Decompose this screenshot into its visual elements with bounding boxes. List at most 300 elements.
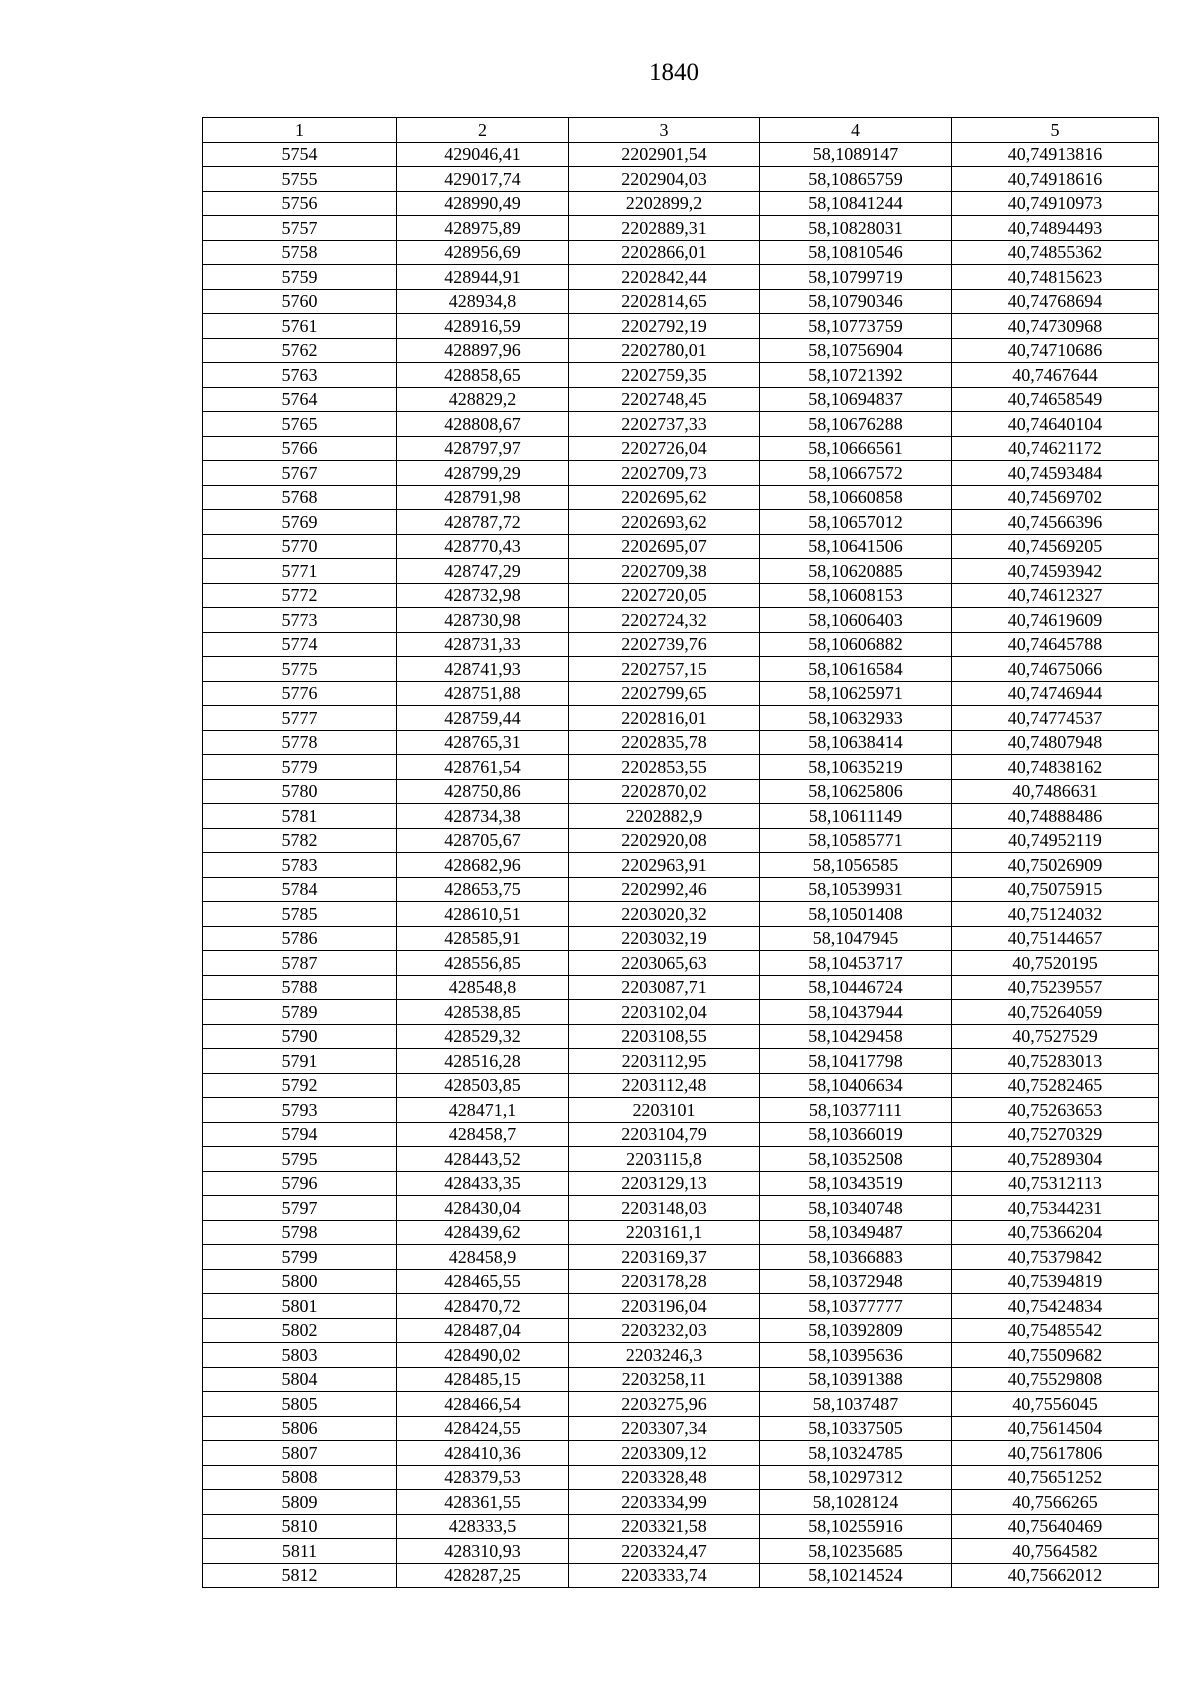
latitude-cell: 58,10337505	[760, 1416, 952, 1441]
table-row	[203, 191, 1159, 216]
x-coordinate-cell: 428439,62	[397, 1220, 569, 1245]
table-row	[203, 1073, 1159, 1098]
point-number-cell: 5757	[203, 216, 397, 241]
x-coordinate-cell: 428610,51	[397, 902, 569, 927]
table-row	[203, 412, 1159, 437]
x-coordinate-cell: 428751,88	[397, 681, 569, 706]
longitude-cell: 40,75312113	[952, 1171, 1159, 1196]
latitude-cell: 58,10372948	[760, 1269, 952, 1294]
latitude-cell: 58,10377111	[760, 1098, 952, 1123]
point-number-cell: 5807	[203, 1441, 397, 1466]
y-coordinate-cell: 2202726,04	[569, 436, 760, 461]
table-row	[203, 1465, 1159, 1490]
longitude-cell: 40,74894493	[952, 216, 1159, 241]
x-coordinate-cell: 428516,28	[397, 1049, 569, 1074]
y-coordinate-cell: 2203169,37	[569, 1245, 760, 1270]
x-coordinate-cell: 428361,55	[397, 1490, 569, 1515]
latitude-cell: 58,10694837	[760, 387, 952, 412]
longitude-cell: 40,74645788	[952, 632, 1159, 657]
x-coordinate-cell: 428430,04	[397, 1196, 569, 1221]
table-row	[203, 510, 1159, 535]
longitude-cell: 40,74774537	[952, 706, 1159, 731]
y-coordinate-cell: 2203307,34	[569, 1416, 760, 1441]
table-row	[203, 1441, 1159, 1466]
longitude-cell: 40,75424834	[952, 1294, 1159, 1319]
x-coordinate-cell: 428333,5	[397, 1514, 569, 1539]
table-row	[203, 485, 1159, 510]
table-row	[203, 1171, 1159, 1196]
x-coordinate-cell: 428975,89	[397, 216, 569, 241]
x-coordinate-cell: 428458,7	[397, 1122, 569, 1147]
latitude-cell: 58,10349487	[760, 1220, 952, 1245]
longitude-cell: 40,75394819	[952, 1269, 1159, 1294]
table-row	[203, 1000, 1159, 1025]
x-coordinate-cell: 428490,02	[397, 1343, 569, 1368]
table-row	[203, 1024, 1159, 1049]
table-row	[203, 265, 1159, 290]
latitude-cell: 58,10641506	[760, 534, 952, 559]
x-coordinate-cell: 429017,74	[397, 167, 569, 192]
page-number: 1840	[649, 59, 699, 86]
latitude-cell: 58,10756904	[760, 338, 952, 363]
x-coordinate-cell: 428433,35	[397, 1171, 569, 1196]
x-coordinate-cell: 428956,69	[397, 240, 569, 265]
longitude-cell: 40,74855362	[952, 240, 1159, 265]
table-row	[203, 1490, 1159, 1515]
point-number-cell: 5758	[203, 240, 397, 265]
x-coordinate-cell: 428287,25	[397, 1563, 569, 1588]
x-coordinate-cell: 428990,49	[397, 191, 569, 216]
x-coordinate-cell: 428410,36	[397, 1441, 569, 1466]
point-number-cell: 5775	[203, 657, 397, 682]
x-coordinate-cell: 428797,97	[397, 436, 569, 461]
table-row	[203, 1122, 1159, 1147]
y-coordinate-cell: 2202737,33	[569, 412, 760, 437]
y-coordinate-cell: 2202748,45	[569, 387, 760, 412]
point-number-cell: 5778	[203, 730, 397, 755]
table-row	[203, 730, 1159, 755]
table-row	[203, 142, 1159, 167]
point-number-cell: 5795	[203, 1147, 397, 1172]
latitude-cell: 58,10235685	[760, 1539, 952, 1564]
latitude-cell: 58,1089147	[760, 142, 952, 167]
longitude-cell: 40,75026909	[952, 853, 1159, 878]
point-number-cell: 5771	[203, 559, 397, 584]
latitude-cell: 58,10810546	[760, 240, 952, 265]
longitude-cell: 40,75485542	[952, 1318, 1159, 1343]
latitude-cell: 58,10437944	[760, 1000, 952, 1025]
point-number-cell: 5768	[203, 485, 397, 510]
y-coordinate-cell: 2202695,07	[569, 534, 760, 559]
x-coordinate-cell: 428585,91	[397, 926, 569, 951]
table-row	[203, 828, 1159, 853]
y-coordinate-cell: 2202853,55	[569, 755, 760, 780]
table-row	[203, 926, 1159, 951]
table-row	[203, 951, 1159, 976]
table-row	[203, 804, 1159, 829]
longitude-cell: 40,74612327	[952, 583, 1159, 608]
table-row	[203, 1539, 1159, 1564]
y-coordinate-cell: 2202792,19	[569, 314, 760, 339]
latitude-cell: 58,10324785	[760, 1441, 952, 1466]
point-number-cell: 5764	[203, 387, 397, 412]
longitude-cell: 40,75124032	[952, 902, 1159, 927]
latitude-cell: 58,10606403	[760, 608, 952, 633]
y-coordinate-cell: 2202835,78	[569, 730, 760, 755]
table-row	[203, 289, 1159, 314]
latitude-cell: 58,10606882	[760, 632, 952, 657]
latitude-cell: 58,10841244	[760, 191, 952, 216]
longitude-cell: 40,74593484	[952, 461, 1159, 486]
latitude-cell: 58,10406634	[760, 1073, 952, 1098]
point-number-cell: 5809	[203, 1490, 397, 1515]
point-number-cell: 5782	[203, 828, 397, 853]
point-number-cell: 5788	[203, 975, 397, 1000]
x-coordinate-cell: 428465,55	[397, 1269, 569, 1294]
y-coordinate-cell: 2202816,01	[569, 706, 760, 731]
header-row	[203, 118, 1159, 143]
x-coordinate-cell: 428897,96	[397, 338, 569, 363]
latitude-cell: 58,1037487	[760, 1392, 952, 1417]
latitude-cell: 58,10657012	[760, 510, 952, 535]
x-coordinate-cell: 428747,29	[397, 559, 569, 584]
table-row	[203, 1196, 1159, 1221]
point-number-cell: 5767	[203, 461, 397, 486]
latitude-cell: 58,10366883	[760, 1245, 952, 1270]
y-coordinate-cell: 2202882,9	[569, 804, 760, 829]
y-coordinate-cell: 2202709,38	[569, 559, 760, 584]
longitude-cell: 40,74838162	[952, 755, 1159, 780]
longitude-cell: 40,75270329	[952, 1122, 1159, 1147]
y-coordinate-cell: 2202842,44	[569, 265, 760, 290]
y-coordinate-cell: 2202870,02	[569, 779, 760, 804]
x-coordinate-cell: 428470,72	[397, 1294, 569, 1319]
latitude-cell: 58,10395636	[760, 1343, 952, 1368]
y-coordinate-cell: 2202780,01	[569, 338, 760, 363]
table-row	[203, 902, 1159, 927]
y-coordinate-cell: 2203020,32	[569, 902, 760, 927]
longitude-cell: 40,75651252	[952, 1465, 1159, 1490]
longitude-cell: 40,75529808	[952, 1367, 1159, 1392]
table-row	[203, 216, 1159, 241]
table-row	[203, 877, 1159, 902]
y-coordinate-cell: 2202739,76	[569, 632, 760, 657]
y-coordinate-cell: 2203112,48	[569, 1073, 760, 1098]
longitude-cell: 40,74952119	[952, 828, 1159, 853]
latitude-cell: 58,10392809	[760, 1318, 952, 1343]
y-coordinate-cell: 2203334,99	[569, 1490, 760, 1515]
longitude-cell: 40,7527529	[952, 1024, 1159, 1049]
point-number-cell: 5794	[203, 1122, 397, 1147]
x-coordinate-cell: 428858,65	[397, 363, 569, 388]
longitude-cell: 40,75617806	[952, 1441, 1159, 1466]
longitude-cell: 40,74888486	[952, 804, 1159, 829]
point-number-cell: 5805	[203, 1392, 397, 1417]
table-body	[203, 142, 1159, 1588]
latitude-cell: 58,10214524	[760, 1563, 952, 1588]
x-coordinate-cell: 429046,41	[397, 142, 569, 167]
latitude-cell: 58,1028124	[760, 1490, 952, 1515]
point-number-cell: 5777	[203, 706, 397, 731]
y-coordinate-cell: 2203309,12	[569, 1441, 760, 1466]
table-row	[203, 240, 1159, 265]
table-row	[203, 1343, 1159, 1368]
latitude-cell: 58,10343519	[760, 1171, 952, 1196]
x-coordinate-cell: 428765,31	[397, 730, 569, 755]
y-coordinate-cell: 2203129,13	[569, 1171, 760, 1196]
table-row	[203, 534, 1159, 559]
y-coordinate-cell: 2202759,35	[569, 363, 760, 388]
point-number-cell: 5800	[203, 1269, 397, 1294]
y-coordinate-cell: 2202757,15	[569, 657, 760, 682]
longitude-cell: 40,7467644	[952, 363, 1159, 388]
column-header: 2	[397, 118, 569, 143]
longitude-cell: 40,75366204	[952, 1220, 1159, 1245]
longitude-cell: 40,74815623	[952, 265, 1159, 290]
point-number-cell: 5796	[203, 1171, 397, 1196]
x-coordinate-cell: 428310,93	[397, 1539, 569, 1564]
table-row	[203, 1318, 1159, 1343]
latitude-cell: 58,10667572	[760, 461, 952, 486]
longitude-cell: 40,7566265	[952, 1490, 1159, 1515]
y-coordinate-cell: 2202693,62	[569, 510, 760, 535]
latitude-cell: 58,10828031	[760, 216, 952, 241]
y-coordinate-cell: 2203161,1	[569, 1220, 760, 1245]
table-row	[203, 1269, 1159, 1294]
y-coordinate-cell: 2203258,11	[569, 1367, 760, 1392]
x-coordinate-cell: 428471,1	[397, 1098, 569, 1123]
longitude-cell: 40,74710686	[952, 338, 1159, 363]
longitude-cell: 40,74746944	[952, 681, 1159, 706]
latitude-cell: 58,1056585	[760, 853, 952, 878]
y-coordinate-cell: 2202695,62	[569, 485, 760, 510]
y-coordinate-cell: 2202866,01	[569, 240, 760, 265]
point-number-cell: 5804	[203, 1367, 397, 1392]
latitude-cell: 58,10352508	[760, 1147, 952, 1172]
longitude-cell: 40,75289304	[952, 1147, 1159, 1172]
coordinates-table	[202, 117, 1159, 1588]
longitude-cell: 40,7520195	[952, 951, 1159, 976]
y-coordinate-cell: 2203324,47	[569, 1539, 760, 1564]
longitude-cell: 40,74593942	[952, 559, 1159, 584]
longitude-cell: 40,75282465	[952, 1073, 1159, 1098]
point-number-cell: 5772	[203, 583, 397, 608]
column-header: 4	[760, 118, 952, 143]
point-number-cell: 5802	[203, 1318, 397, 1343]
point-number-cell: 5754	[203, 142, 397, 167]
point-number-cell: 5792	[203, 1073, 397, 1098]
point-number-cell: 5786	[203, 926, 397, 951]
point-number-cell: 5765	[203, 412, 397, 437]
longitude-cell: 40,7556045	[952, 1392, 1159, 1417]
latitude-cell: 58,10676288	[760, 412, 952, 437]
point-number-cell: 5761	[203, 314, 397, 339]
longitude-cell: 40,74918616	[952, 167, 1159, 192]
longitude-cell: 40,74640104	[952, 412, 1159, 437]
table-row	[203, 1049, 1159, 1074]
x-coordinate-cell: 428734,38	[397, 804, 569, 829]
table-row	[203, 436, 1159, 461]
x-coordinate-cell: 428548,8	[397, 975, 569, 1000]
y-coordinate-cell: 2202709,73	[569, 461, 760, 486]
table-row	[203, 632, 1159, 657]
table-row	[203, 363, 1159, 388]
latitude-cell: 58,10391388	[760, 1367, 952, 1392]
y-coordinate-cell: 2203115,8	[569, 1147, 760, 1172]
x-coordinate-cell: 428829,2	[397, 387, 569, 412]
latitude-cell: 58,10620885	[760, 559, 952, 584]
x-coordinate-cell: 428732,98	[397, 583, 569, 608]
latitude-cell: 58,10632933	[760, 706, 952, 731]
x-coordinate-cell: 428944,91	[397, 265, 569, 290]
point-number-cell: 5779	[203, 755, 397, 780]
latitude-cell: 58,10773759	[760, 314, 952, 339]
x-coordinate-cell: 428934,8	[397, 289, 569, 314]
x-coordinate-cell: 428487,04	[397, 1318, 569, 1343]
y-coordinate-cell: 2202901,54	[569, 142, 760, 167]
longitude-cell: 40,75614504	[952, 1416, 1159, 1441]
x-coordinate-cell: 428761,54	[397, 755, 569, 780]
latitude-cell: 58,10366019	[760, 1122, 952, 1147]
latitude-cell: 58,10721392	[760, 363, 952, 388]
longitude-cell: 40,74569702	[952, 485, 1159, 510]
longitude-cell: 40,7486631	[952, 779, 1159, 804]
y-coordinate-cell: 2203275,96	[569, 1392, 760, 1417]
longitude-cell: 40,75379842	[952, 1245, 1159, 1270]
table-row	[203, 755, 1159, 780]
x-coordinate-cell: 428730,98	[397, 608, 569, 633]
latitude-cell: 58,10585771	[760, 828, 952, 853]
x-coordinate-cell: 428791,98	[397, 485, 569, 510]
y-coordinate-cell: 2203032,19	[569, 926, 760, 951]
y-coordinate-cell: 2203101	[569, 1098, 760, 1123]
point-number-cell: 5769	[203, 510, 397, 535]
latitude-cell: 58,10340748	[760, 1196, 952, 1221]
latitude-cell: 58,10799719	[760, 265, 952, 290]
y-coordinate-cell: 2203112,95	[569, 1049, 760, 1074]
y-coordinate-cell: 2203148,03	[569, 1196, 760, 1221]
point-number-cell: 5789	[203, 1000, 397, 1025]
y-coordinate-cell: 2202724,32	[569, 608, 760, 633]
y-coordinate-cell: 2203102,04	[569, 1000, 760, 1025]
table-row	[203, 1220, 1159, 1245]
latitude-cell: 58,10446724	[760, 975, 952, 1000]
x-coordinate-cell: 428485,15	[397, 1367, 569, 1392]
latitude-cell: 58,10255916	[760, 1514, 952, 1539]
x-coordinate-cell: 428466,54	[397, 1392, 569, 1417]
latitude-cell: 58,10635219	[760, 755, 952, 780]
table-row	[203, 681, 1159, 706]
table-row	[203, 461, 1159, 486]
table-row	[203, 1514, 1159, 1539]
point-number-cell: 5803	[203, 1343, 397, 1368]
point-number-cell: 5760	[203, 289, 397, 314]
x-coordinate-cell: 428916,59	[397, 314, 569, 339]
y-coordinate-cell: 2203333,74	[569, 1563, 760, 1588]
latitude-cell: 58,10625806	[760, 779, 952, 804]
point-number-cell: 5759	[203, 265, 397, 290]
x-coordinate-cell: 428458,9	[397, 1245, 569, 1270]
point-number-cell: 5783	[203, 853, 397, 878]
y-coordinate-cell: 2202992,46	[569, 877, 760, 902]
table-row	[203, 975, 1159, 1000]
table-row	[203, 387, 1159, 412]
table-row	[203, 1294, 1159, 1319]
latitude-cell: 58,10377777	[760, 1294, 952, 1319]
table-header	[203, 118, 1159, 143]
latitude-cell: 58,10429458	[760, 1024, 952, 1049]
latitude-cell: 58,10865759	[760, 167, 952, 192]
table-row	[203, 338, 1159, 363]
point-number-cell: 5773	[203, 608, 397, 633]
longitude-cell: 40,75640469	[952, 1514, 1159, 1539]
x-coordinate-cell: 428653,75	[397, 877, 569, 902]
latitude-cell: 58,10539931	[760, 877, 952, 902]
point-number-cell: 5798	[203, 1220, 397, 1245]
table-row	[203, 1367, 1159, 1392]
point-number-cell: 5799	[203, 1245, 397, 1270]
y-coordinate-cell: 2203087,71	[569, 975, 760, 1000]
point-number-cell: 5793	[203, 1098, 397, 1123]
table-row	[203, 608, 1159, 633]
longitude-cell: 40,74619609	[952, 608, 1159, 633]
point-number-cell: 5785	[203, 902, 397, 927]
latitude-cell: 58,10453717	[760, 951, 952, 976]
table-row	[203, 1392, 1159, 1417]
y-coordinate-cell: 2202920,08	[569, 828, 760, 853]
longitude-cell: 40,75263653	[952, 1098, 1159, 1123]
y-coordinate-cell: 2203328,48	[569, 1465, 760, 1490]
longitude-cell: 40,75075915	[952, 877, 1159, 902]
x-coordinate-cell: 428556,85	[397, 951, 569, 976]
table-row	[203, 314, 1159, 339]
y-coordinate-cell: 2203065,63	[569, 951, 760, 976]
table-row	[203, 779, 1159, 804]
x-coordinate-cell: 428529,32	[397, 1024, 569, 1049]
table-row	[203, 559, 1159, 584]
point-number-cell: 5784	[203, 877, 397, 902]
longitude-cell: 40,74913816	[952, 142, 1159, 167]
y-coordinate-cell: 2203178,28	[569, 1269, 760, 1294]
latitude-cell: 58,10625971	[760, 681, 952, 706]
point-number-cell: 5762	[203, 338, 397, 363]
longitude-cell: 40,74768694	[952, 289, 1159, 314]
table-row	[203, 1563, 1159, 1588]
point-number-cell: 5766	[203, 436, 397, 461]
column-header: 1	[203, 118, 397, 143]
latitude-cell: 58,1047945	[760, 926, 952, 951]
point-number-cell: 5812	[203, 1563, 397, 1588]
latitude-cell: 58,10638414	[760, 730, 952, 755]
y-coordinate-cell: 2202799,65	[569, 681, 760, 706]
x-coordinate-cell: 428741,93	[397, 657, 569, 682]
x-coordinate-cell: 428538,85	[397, 1000, 569, 1025]
table-row	[203, 1245, 1159, 1270]
y-coordinate-cell: 2203232,03	[569, 1318, 760, 1343]
table-row	[203, 167, 1159, 192]
table-row	[203, 1098, 1159, 1123]
longitude-cell: 40,75283013	[952, 1049, 1159, 1074]
point-number-cell: 5756	[203, 191, 397, 216]
longitude-cell: 40,74675066	[952, 657, 1159, 682]
y-coordinate-cell: 2202899,2	[569, 191, 760, 216]
point-number-cell: 5808	[203, 1465, 397, 1490]
latitude-cell: 58,10790346	[760, 289, 952, 314]
table-row	[203, 1416, 1159, 1441]
latitude-cell: 58,10501408	[760, 902, 952, 927]
y-coordinate-cell: 2202889,31	[569, 216, 760, 241]
x-coordinate-cell: 428379,53	[397, 1465, 569, 1490]
